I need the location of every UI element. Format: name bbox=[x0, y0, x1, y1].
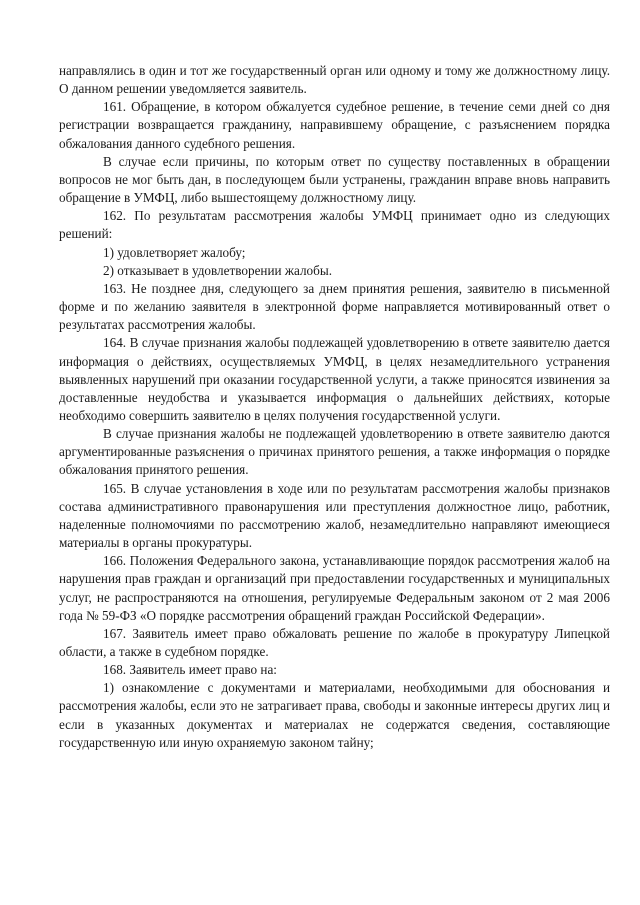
paragraph-164-note: В случае признания жалобы не подлежащей удовлетворению в ответе заявителю даются аргументированные разъяснения о причинах принятого решения, а также информация о порядке обжалования принятого решения. bbox=[59, 426, 610, 478]
paragraph-168: 168. Заявитель имеет право на: bbox=[103, 662, 277, 678]
paragraph-165: 165. В случае установления в ходе или по результатам рассмотрения жалобы признаков состава административного правонарушения или преступления должностное лицо, работник, наделенные полномочиями по рассмотрению жалоб, незамедлительно направляют имеющиеся материалы в органы прокуратуры. bbox=[59, 480, 610, 551]
paragraph-164: 164. В случае признания жалобы подлежащей удовлетворению в ответе заявителю дается информация о действиях, осуществляемых УМФЦ, в целях незамедлительного устранения выявленных нарушений при оказании государственной услуги, а также приносятся извинения за доставленные неудобства и указывается информация о дальнейших действиях, которые необходимо совершить заявителю в целях получения государственной услуги. bbox=[59, 335, 610, 423]
paragraph-162-item-2: 2) отказывает в удовлетворении жалобы. bbox=[103, 262, 333, 278]
paragraph-162-item-1: 1) удовлетворяет жалобу; bbox=[103, 244, 246, 260]
paragraph-166: 166. Положения Федерального закона, устанавливающие порядок рассмотрения жалоб на нарушения прав граждан и организаций при предоставлении государственных и муниципальных услуг, не распространяются на отношения, регулируемые Федеральным законом от 2 мая 2006 года № 59-ФЗ «О порядке рассмотрения обращений граждан Российской Федерации». bbox=[59, 553, 610, 623]
paragraph-167: 167. Заявитель имеет право обжаловать решение по жалобе в прокуратуру Липецкой области, а также в судебном порядке. bbox=[59, 625, 610, 659]
paragraph-168-item-1: 1) ознакомление с документами и материалами, необходимыми для обоснования и рассмотрения жалобы, если это не затрагивает права, свободы и законные интересы других лиц и если в указанных документах и материалах не содержатся сведения, составляющие государственную или иную охраняемую законом тайну; bbox=[59, 680, 610, 750]
paragraph-163: 163. Не позднее дня, следующего за днем принятия решения, заявителю в письменной форме и по желанию заявителя в электронной форме направляется мотивированный ответ о результатах рассмотрения жалобы. bbox=[59, 280, 610, 333]
paragraph-161: 161. Обращение, в котором обжалуется судебное решение, в течение семи дней со дня регистрации возвращается гражданину, направившему обращение, с разъяснением порядка обжалования данного судебного решения. bbox=[59, 99, 610, 151]
paragraph-162: 162. По результатам рассмотрения жалобы УМФЦ принимает одно из следующих решений: bbox=[59, 208, 610, 242]
paragraph-continuation: направлялись в один и тот же государственный орган или одному и тому же должностному лицу. О данном решении уведомляется заявитель. bbox=[59, 63, 610, 97]
document-page bbox=[59, 62, 610, 752]
paragraph-161-note: В случае если причины, по которым ответ по существу поставленных в обращении вопросов не мог быть дан, в последующем были устранены, гражданин вправе вновь направить обращение в УМФЦ, либо вышестоящему должностному лицу. bbox=[59, 153, 610, 206]
